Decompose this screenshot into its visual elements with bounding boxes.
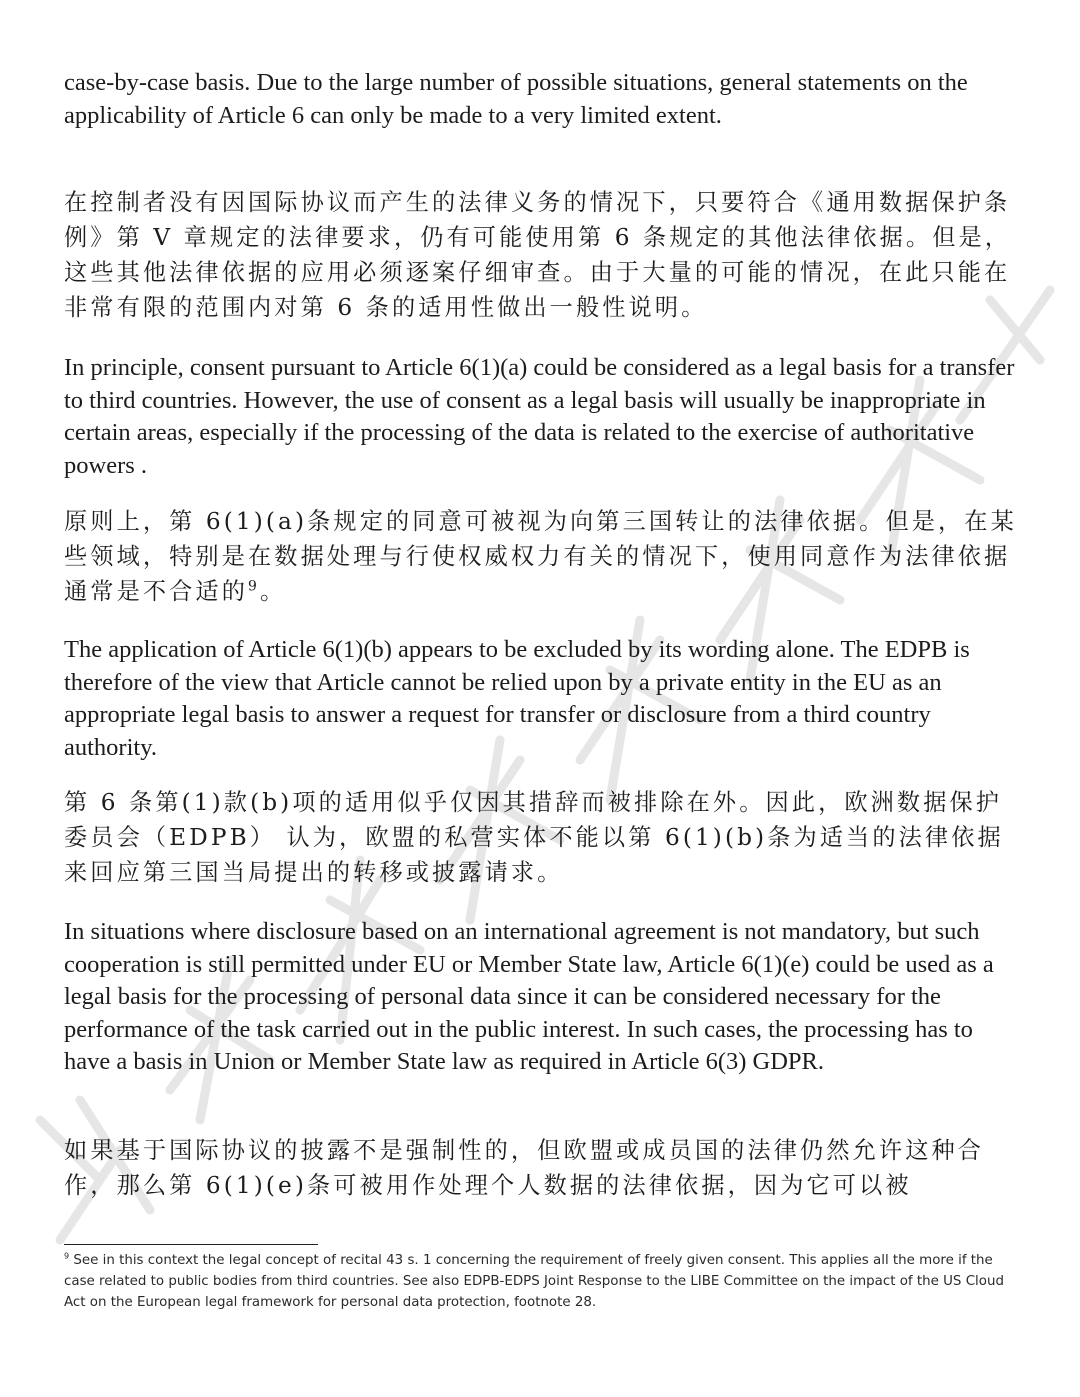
footnote-separator bbox=[64, 1244, 318, 1245]
paragraph-2-chinese-end: 。 bbox=[259, 578, 287, 605]
paragraph-2-chinese bbox=[64, 504, 1024, 609]
paragraph-1-chinese: 在控制者没有因国际协议而产生的法律义务的情况下，只要符合《通用数据保护条例》第 V 章规定的法律要求，仍有可能使用第 6 条规定的其他法律依据。但是，这些其他法律依据的应用必须逐案仔细审查。由于大量的可能的情况，在此只能在非常有限的范围内对第 6 条的适用性做出一般性说明。 bbox=[64, 189, 1012, 321]
paragraph-2-english: In principle, consent pursuant to Article 6(1)(a) could be considered as a legal basis for a transfer to third countries. However, the use of consent as a legal basis will usually be inappropriate in certain areas, especially if the processing of the data is related to the exercise of authoritative powers . bbox=[64, 354, 1015, 479]
paragraph-3-chinese: 第 6 条第(1)款(b)项的适用似乎仅因其措辞而被排除在外。因此，欧洲数据保护委员会（EDPB） 认为，欧盟的私营实体不能以第 6(1)(b)条为适当的法律依据来回应第三国当局提出的转移或披露请求。 bbox=[64, 789, 1004, 886]
footnote-reference-9[interactable]: 9 bbox=[248, 578, 260, 595]
footnote-9 bbox=[64, 1250, 1024, 1313]
footnote-number: 9 bbox=[64, 1251, 70, 1261]
paragraph-4-english: In situations where disclosure based on an international agreement is not mandatory, but such cooperation is still permitted under EU or Member State law, Article 6(1)(e) could be used as a legal basis for the processing of personal data since it can be considered necessary for the performance of the task carried out in the public interest. In such cases, the processing has to have a basis in Union or Member State law as required in Article 6(3) GDPR. bbox=[64, 918, 994, 1075]
paragraph-4-chinese: 如果基于国际协议的披露不是强制性的，但欧盟或成员国的法律仍然允许这种合作，那么第 6(1)(e)条可被用作处理个人数据的法律依据，因为它可以被 bbox=[64, 1137, 985, 1199]
paragraph-2-chinese-text: 原则上，第 6(1)(a)条规定的同意可被视为向第三国转让的法律依据。但是，在某些领域，特别是在数据处理与行使权威权力有关的情况下，使用同意作为法律依据通常是不合适的 bbox=[64, 508, 1017, 605]
paragraph-3-english: The application of Article 6(1)(b) appears to be excluded by its wording alone. The EDPB is therefore of the view that Article cannot be relied upon by a private entity in the EU as an appropriate legal basis to answer a request for transfer or disclosure from a third country authority. bbox=[64, 636, 970, 761]
paragraph-1-english: case-by-case basis. Due to the large number of possible situations, general statements on the applicability of Article 6 can only be made to a very limited extent. bbox=[64, 69, 968, 129]
footnote-text: See in this context the legal concept of recital 43 s. 1 concerning the requirement of freely given consent. This applies all the more if the case related to public bodies from third countries. See also EDPB-EDPS Joint Response to the LIBE Committee on the impact of the US Cloud Act on the European legal framework for personal data protection, footnote 28. bbox=[64, 1253, 1004, 1310]
